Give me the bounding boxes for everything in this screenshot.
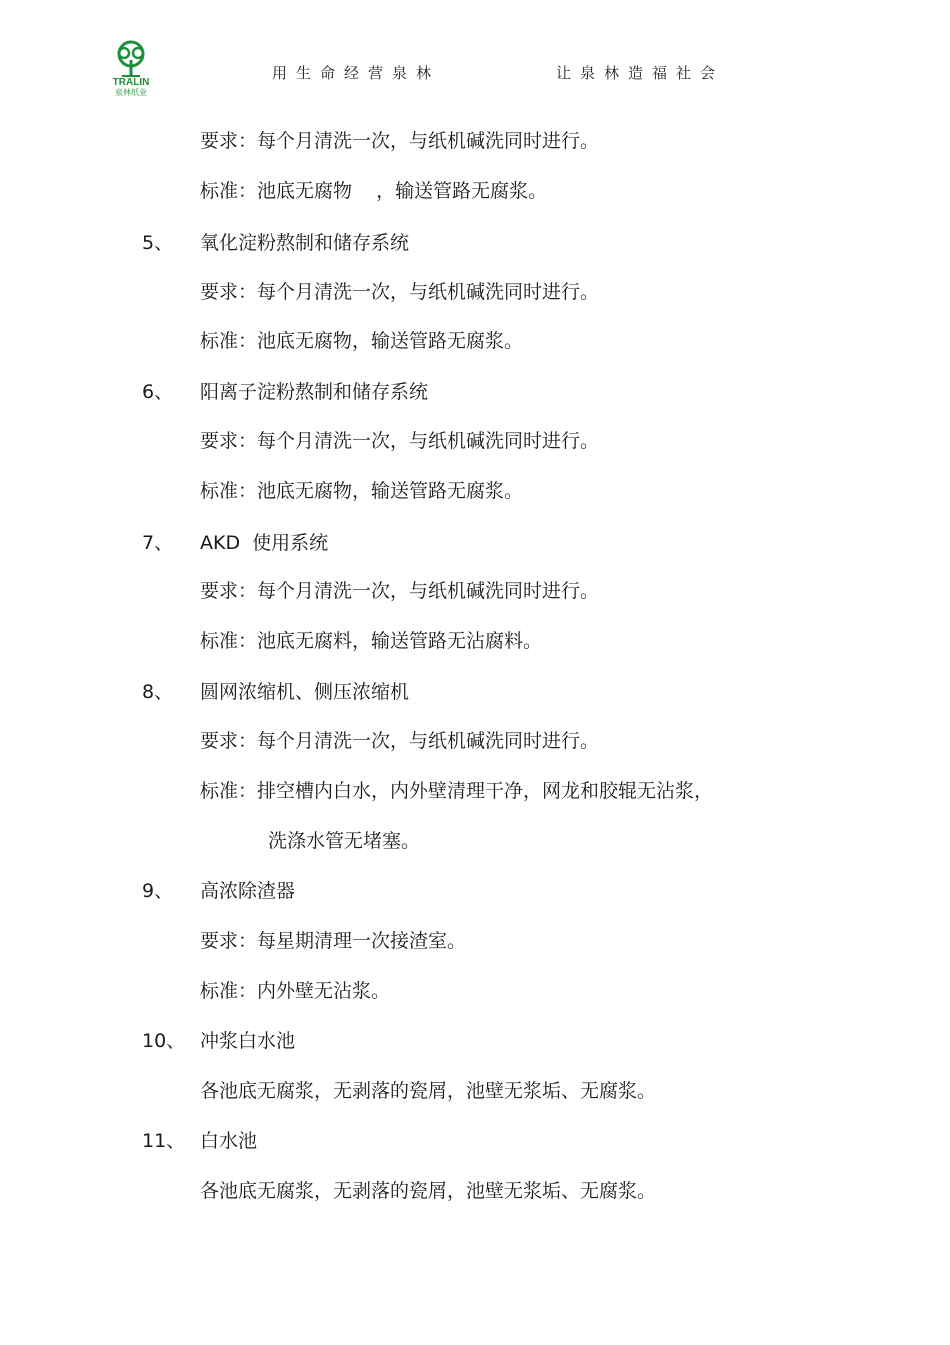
- standard-line: 标准：内外壁无沾浆。: [200, 980, 391, 1002]
- section-number: 7、: [142, 532, 174, 554]
- section-text: 各池底无腐浆，无剥落的瓷屑，池壁无浆垢、无腐浆。: [200, 1180, 657, 1202]
- section-number: 10、: [142, 1030, 186, 1052]
- section-text: 各池底无腐浆，无剥落的瓷屑，池壁无浆垢、无腐浆。: [200, 1080, 657, 1102]
- section-title: 白水池: [200, 1130, 258, 1152]
- requirement-line: 要求：每个月清洗一次，与纸机碱洗同时进行。: [200, 730, 600, 752]
- slogan-left: 用生命经营泉林: [272, 64, 441, 82]
- company-logo: [100, 38, 162, 96]
- logo-cn-text: 泉林纸业: [115, 88, 147, 96]
- standard-line: 标准：池底无腐物 ，输送管路无腐浆。: [200, 180, 548, 202]
- section-number: 5、: [142, 232, 174, 254]
- section-title: 圆网浓缩机、侧压浓缩机: [200, 681, 410, 703]
- slogan-right: 让泉林造福社会: [556, 64, 725, 82]
- standard-line: 标准：排空槽内白水，内外壁清理干净，网龙和胶辊无沾浆，: [200, 780, 714, 802]
- requirement-line: 要求：每星期清理一次接渣室。: [200, 930, 467, 952]
- section-number: 6、: [142, 381, 174, 403]
- standard-line: 标准：池底无腐物，输送管路无腐浆。: [200, 330, 524, 352]
- requirement-line: 要求：每个月清洗一次，与纸机碱洗同时进行。: [200, 430, 600, 452]
- section-number: 9、: [142, 880, 174, 902]
- requirement-line: 要求：每个月清洗一次，与纸机碱洗同时进行。: [200, 580, 600, 602]
- section-title: 高浓除渣器: [200, 880, 296, 902]
- section-number: 11、: [142, 1130, 186, 1152]
- standard-line: 标准：池底无腐物，输送管路无腐浆。: [200, 480, 524, 502]
- requirement-line: 要求：每个月清洗一次，与纸机碱洗同时进行。: [200, 130, 600, 152]
- standard-line: 标准：池底无腐料，输送管路无沾腐料。: [200, 630, 543, 652]
- logo-text: TRALIN: [112, 77, 150, 88]
- section-title: 阳离子淀粉熬制和储存系统: [200, 381, 429, 403]
- section-title: 氧化淀粉熬制和储存系统: [200, 232, 410, 254]
- standard-line-continued: 洗涤水管无堵塞。: [268, 830, 421, 852]
- section-number: 8、: [142, 681, 174, 703]
- section-title: 冲浆白水池: [200, 1030, 296, 1052]
- page-header: [0, 0, 950, 110]
- requirement-line: 要求：每个月清洗一次，与纸机碱洗同时进行。: [200, 281, 600, 303]
- section-title: AKD 使用系统: [200, 532, 329, 554]
